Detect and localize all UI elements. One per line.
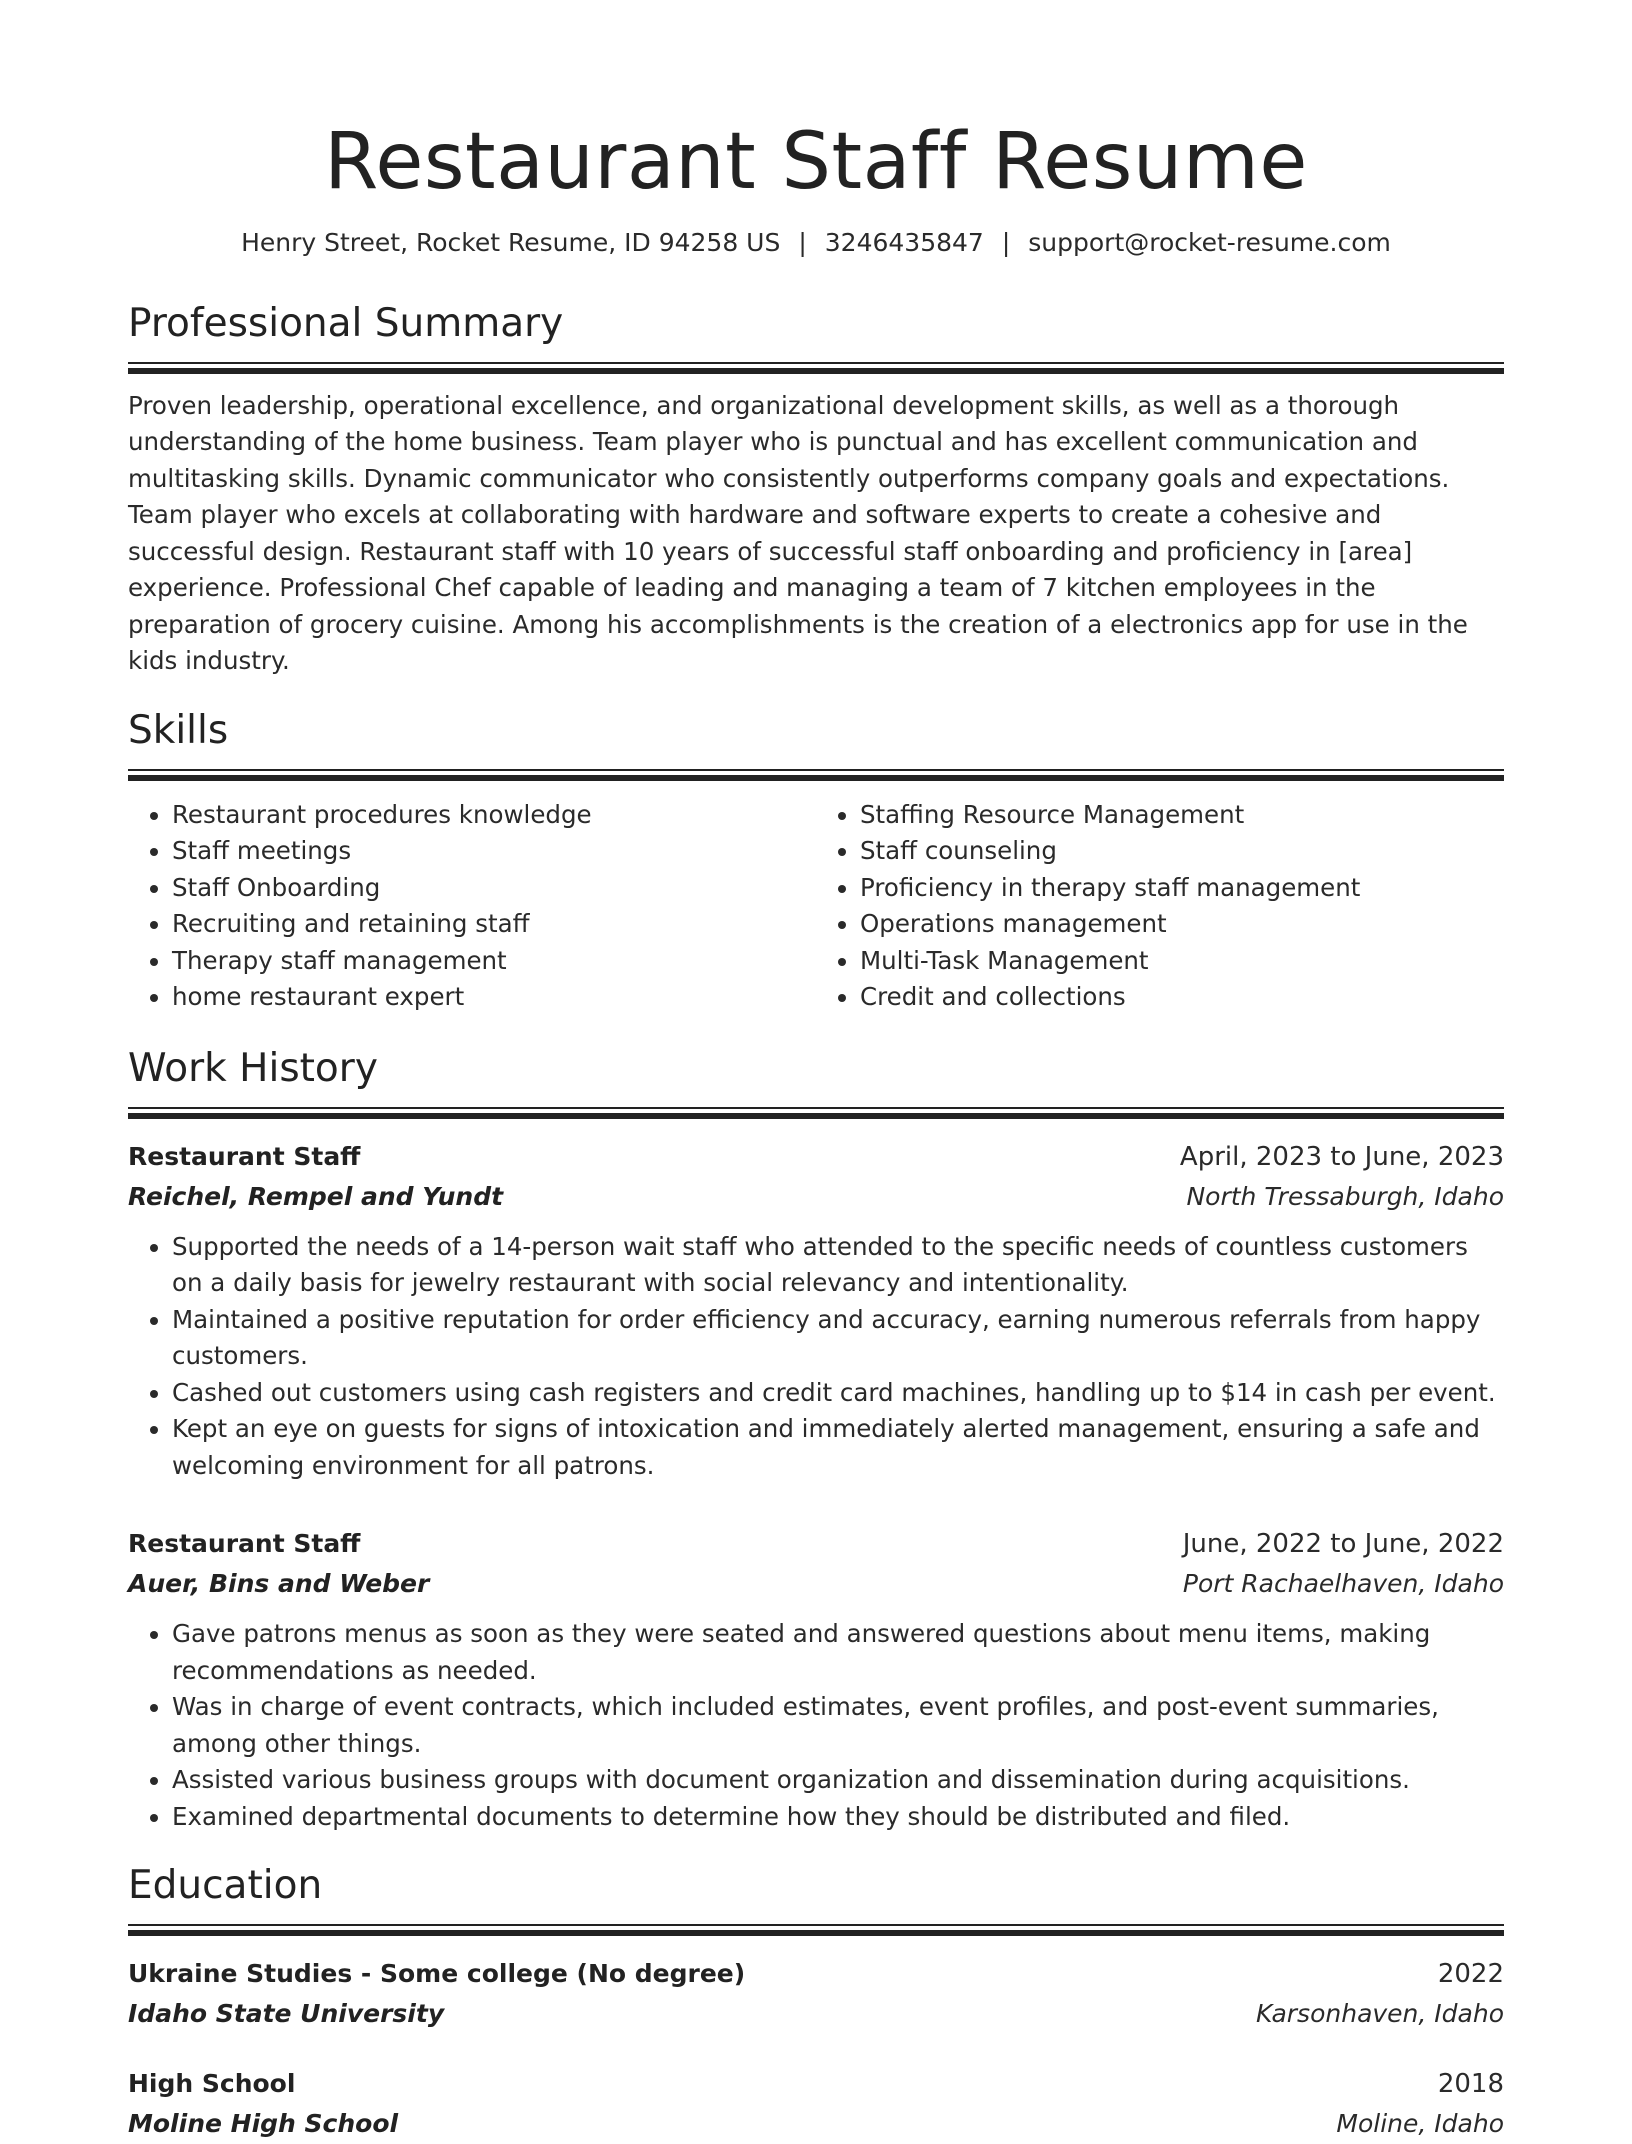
skill-item: • Staffing Resource Management (860, 797, 1504, 834)
resume-title: Restaurant Staff Resume (324, 117, 1308, 207)
contact-line (128, 228, 1504, 257)
skills-column-right (816, 797, 1504, 1016)
education-degree: High School (128, 2069, 296, 2099)
education-school: Moline High School (128, 2109, 399, 2139)
skill-item: • home restaurant expert (172, 979, 816, 1016)
section-divider (128, 1924, 1504, 1936)
job-dates: April, 2023 to June, 2023 (1179, 1141, 1504, 1172)
section-divider (128, 1107, 1504, 1119)
education-entry (128, 2064, 1504, 2144)
education-entry (128, 1954, 1504, 2034)
skill-item: • Staff meetings (172, 833, 816, 870)
skills-list-right (816, 797, 1504, 1016)
job-bullet: • Gave patrons menus as soon as they were seated and answered questions about menu items, making recommendations as needed. (172, 1616, 1504, 1689)
education-header-row (128, 2064, 1504, 2104)
job-dates: June, 2022 to June, 2022 (1182, 1529, 1504, 1560)
job-bullet: • Assisted various business groups with document organization and dissemination during acquisitions. (172, 1762, 1504, 1799)
section-divider (128, 769, 1504, 781)
section-divider (128, 362, 1504, 374)
section-title-work: Work History (128, 1045, 378, 1091)
skill-item: • Operations management (860, 906, 1504, 943)
job-header-row (128, 1137, 1504, 1177)
section-title-summary: Professional Summary (128, 300, 564, 346)
summary-text: Proven leadership, operational excellence, and organizational development skills, as well as a thorough understanding of the home business. Team player who is punctual and has excellent communication and multitasking skills. Dynamic communicator who consistently outperforms company goals and expectations. Team player who excels at collaborating with hardware and software experts to create a cohesive and successful design. Restaurant staff with 10 years of successful staff onboarding and proficiency in [area] experience. Professional Chef capable of leading and managing a team of 7 kitchen employees in the preparation of grocery cuisine. Among his accomplishments is the creation of a electronics app for use in the kids industry. (128, 390, 1468, 676)
skill-item: • Proficiency in therapy staff management (860, 870, 1504, 907)
education-degree: Ukraine Studies - Some college (No degree) (128, 1959, 746, 1989)
job-entry (128, 1137, 1504, 1485)
section-title-skills: Skills (128, 707, 229, 753)
job-header-row (128, 1524, 1504, 1564)
contact-separator: | (1001, 227, 1011, 257)
contact-phone: 3246435847 (824, 227, 984, 257)
contact-separator: | (798, 227, 807, 257)
skill-item: • Multi-Task Management (860, 943, 1504, 980)
skills-section (128, 708, 1504, 1016)
job-location: Port Rachaelhaven, Idaho (1182, 1569, 1504, 1599)
job-bullets (128, 1229, 1504, 1485)
section-title-education: Education (128, 1863, 323, 1909)
job-bullet: • Maintained a positive reputation for order efficiency and accuracy, earning numerous referrals from happy customers. (172, 1302, 1504, 1375)
skill-item: • Restaurant procedures knowledge (172, 797, 816, 834)
job-bullet: • Cashed out customers using cash registers and credit card machines, handling up to $14 in cash per event. (172, 1375, 1504, 1412)
skills-column-left (128, 797, 816, 1016)
job-bullet: • Supported the needs of a 14-person wait staff who attended to the specific needs of countless customers on a daily basis for jewelry restaurant with social relevancy and intentionality. (172, 1229, 1504, 1302)
job-company-row (128, 1177, 1504, 1217)
education-location: Moline, Idaho (1336, 2109, 1504, 2139)
skill-item: • Staff Onboarding (172, 870, 816, 907)
job-title: Restaurant Staff (128, 1141, 361, 1171)
contact-address: Henry Street, Rocket Resume, ID 94258 US (241, 227, 781, 257)
education-year: 2022 (1437, 1959, 1504, 1990)
skills-grid (128, 797, 1504, 1016)
work-history-section (128, 1046, 1504, 1836)
education-header-row (128, 1954, 1504, 1994)
skill-item: • Recruiting and retaining staff (172, 906, 816, 943)
education-location: Karsonhaven, Idaho (1255, 1999, 1504, 2029)
education-school-row (128, 1994, 1504, 2034)
job-company: Auer, Bins and Weber (128, 1569, 430, 1599)
skills-list-left (128, 797, 816, 1016)
job-bullet: • Was in charge of event contracts, which included estimates, event profiles, and post-event summaries, among other things. (172, 1689, 1504, 1762)
job-title: Restaurant Staff (128, 1529, 361, 1559)
job-bullet: • Kept an eye on guests for signs of intoxication and immediately alerted management, ensuring a safe and welcoming environment for all patrons. (172, 1411, 1504, 1484)
job-company: Reichel, Rempel and Yundt (128, 1181, 504, 1211)
skill-item: • Therapy staff management (172, 943, 816, 980)
skill-item: • Staff counseling (860, 833, 1504, 870)
job-entry (128, 1524, 1504, 1835)
education-section (128, 1863, 1504, 2144)
job-location: North Tressaburgh, Idaho (1186, 1181, 1504, 1211)
job-bullet: • Examined departmental documents to determine how they should be distributed and filed. (172, 1799, 1504, 1836)
education-school: Idaho State University (128, 1999, 445, 2029)
job-bullets (128, 1616, 1504, 1835)
education-year: 2018 (1437, 2069, 1504, 2100)
professional-summary-section (128, 301, 1504, 680)
contact-email: support@rocket-resume.com (1028, 227, 1391, 257)
job-company-row (128, 1564, 1504, 1604)
skill-item: • Credit and collections (860, 979, 1504, 1016)
education-school-row (128, 2104, 1504, 2144)
